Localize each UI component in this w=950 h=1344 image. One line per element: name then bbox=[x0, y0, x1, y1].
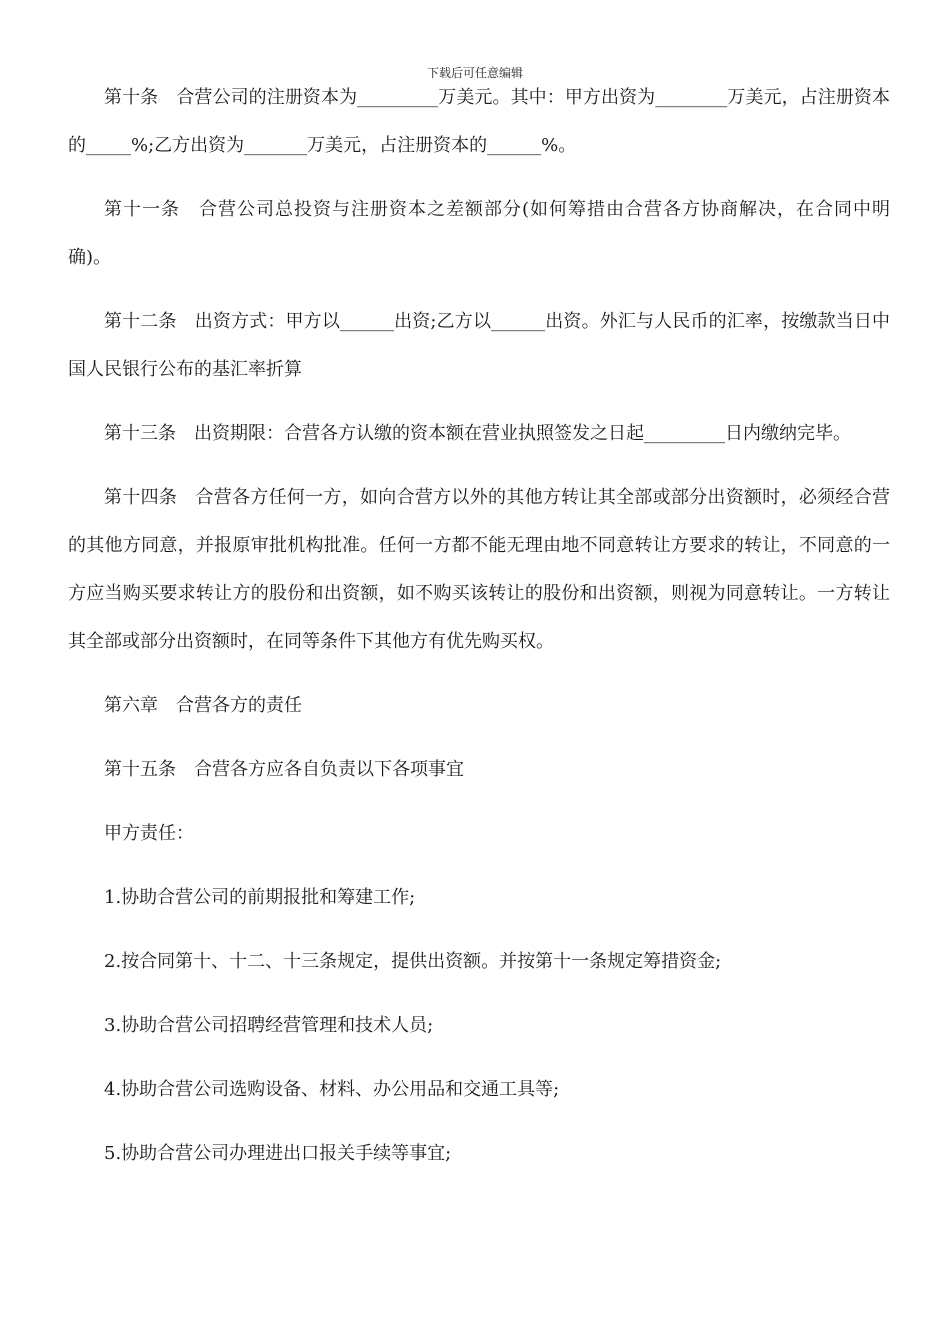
article-10: 第十条 合营公司的注册资本为_________万美元。其中：甲方出资为________万美元，占注册资本的_____%;乙方出资为_______万美元，占注册资本的______%。 bbox=[68, 87, 890, 156]
list-item: 5.协助合营公司办理进出口报关手续等事宜; bbox=[104, 1143, 452, 1164]
list-item: 4.协助合营公司选购设备、材料、办公用品和交通工具等; bbox=[104, 1079, 560, 1100]
header-note: 下载后可任意编辑 bbox=[426, 66, 523, 80]
list-item: 3.协助合营公司招聘经营管理和技术人员; bbox=[104, 1015, 434, 1036]
article-13: 第十三条 出资期限：合营各方认缴的资本额在营业执照签发之日起_________日内缴纳完毕。 bbox=[104, 423, 851, 444]
article-14: 第十四条 合营各方任何一方，如向合营方以外的其他方转让其全部或部分出资额时，必须经合营的其他方同意，并报原审批机构批准。任何一方都不能无理由地不同意转让方要求的转让，不同意的一方应当购买要求转让方的股份和出资额，如不购买该转让的股份和出资额，则视为同意转让。一方转让其全部或部分出资额时，在同等条件下其他方有优先购买权。 bbox=[68, 487, 890, 652]
party-a-responsibilities-heading: 甲方责任： bbox=[104, 823, 194, 844]
article-11: 第十一条 合营公司总投资与注册资本之差额部分(如何筹措由合营各方协商解决，在合同中明确)。 bbox=[68, 199, 890, 268]
article-12: 第十二条 出资方式：甲方以______出资;乙方以______出资。外汇与人民币的汇率，按缴款当日中国人民银行公布的基汇率折算 bbox=[68, 311, 890, 380]
document-body bbox=[68, 74, 890, 1194]
article-15: 第十五条 合营各方应各自负责以下各项事宜 bbox=[104, 759, 464, 780]
chapter-6-heading: 第六章 合营各方的责任 bbox=[104, 695, 302, 716]
list-item: 1.协助合营公司的前期报批和筹建工作; bbox=[104, 887, 416, 908]
list-item: 2.按合同第十、十二、十三条规定，提供出资额。并按第十一条规定筹措资金; bbox=[104, 951, 722, 972]
